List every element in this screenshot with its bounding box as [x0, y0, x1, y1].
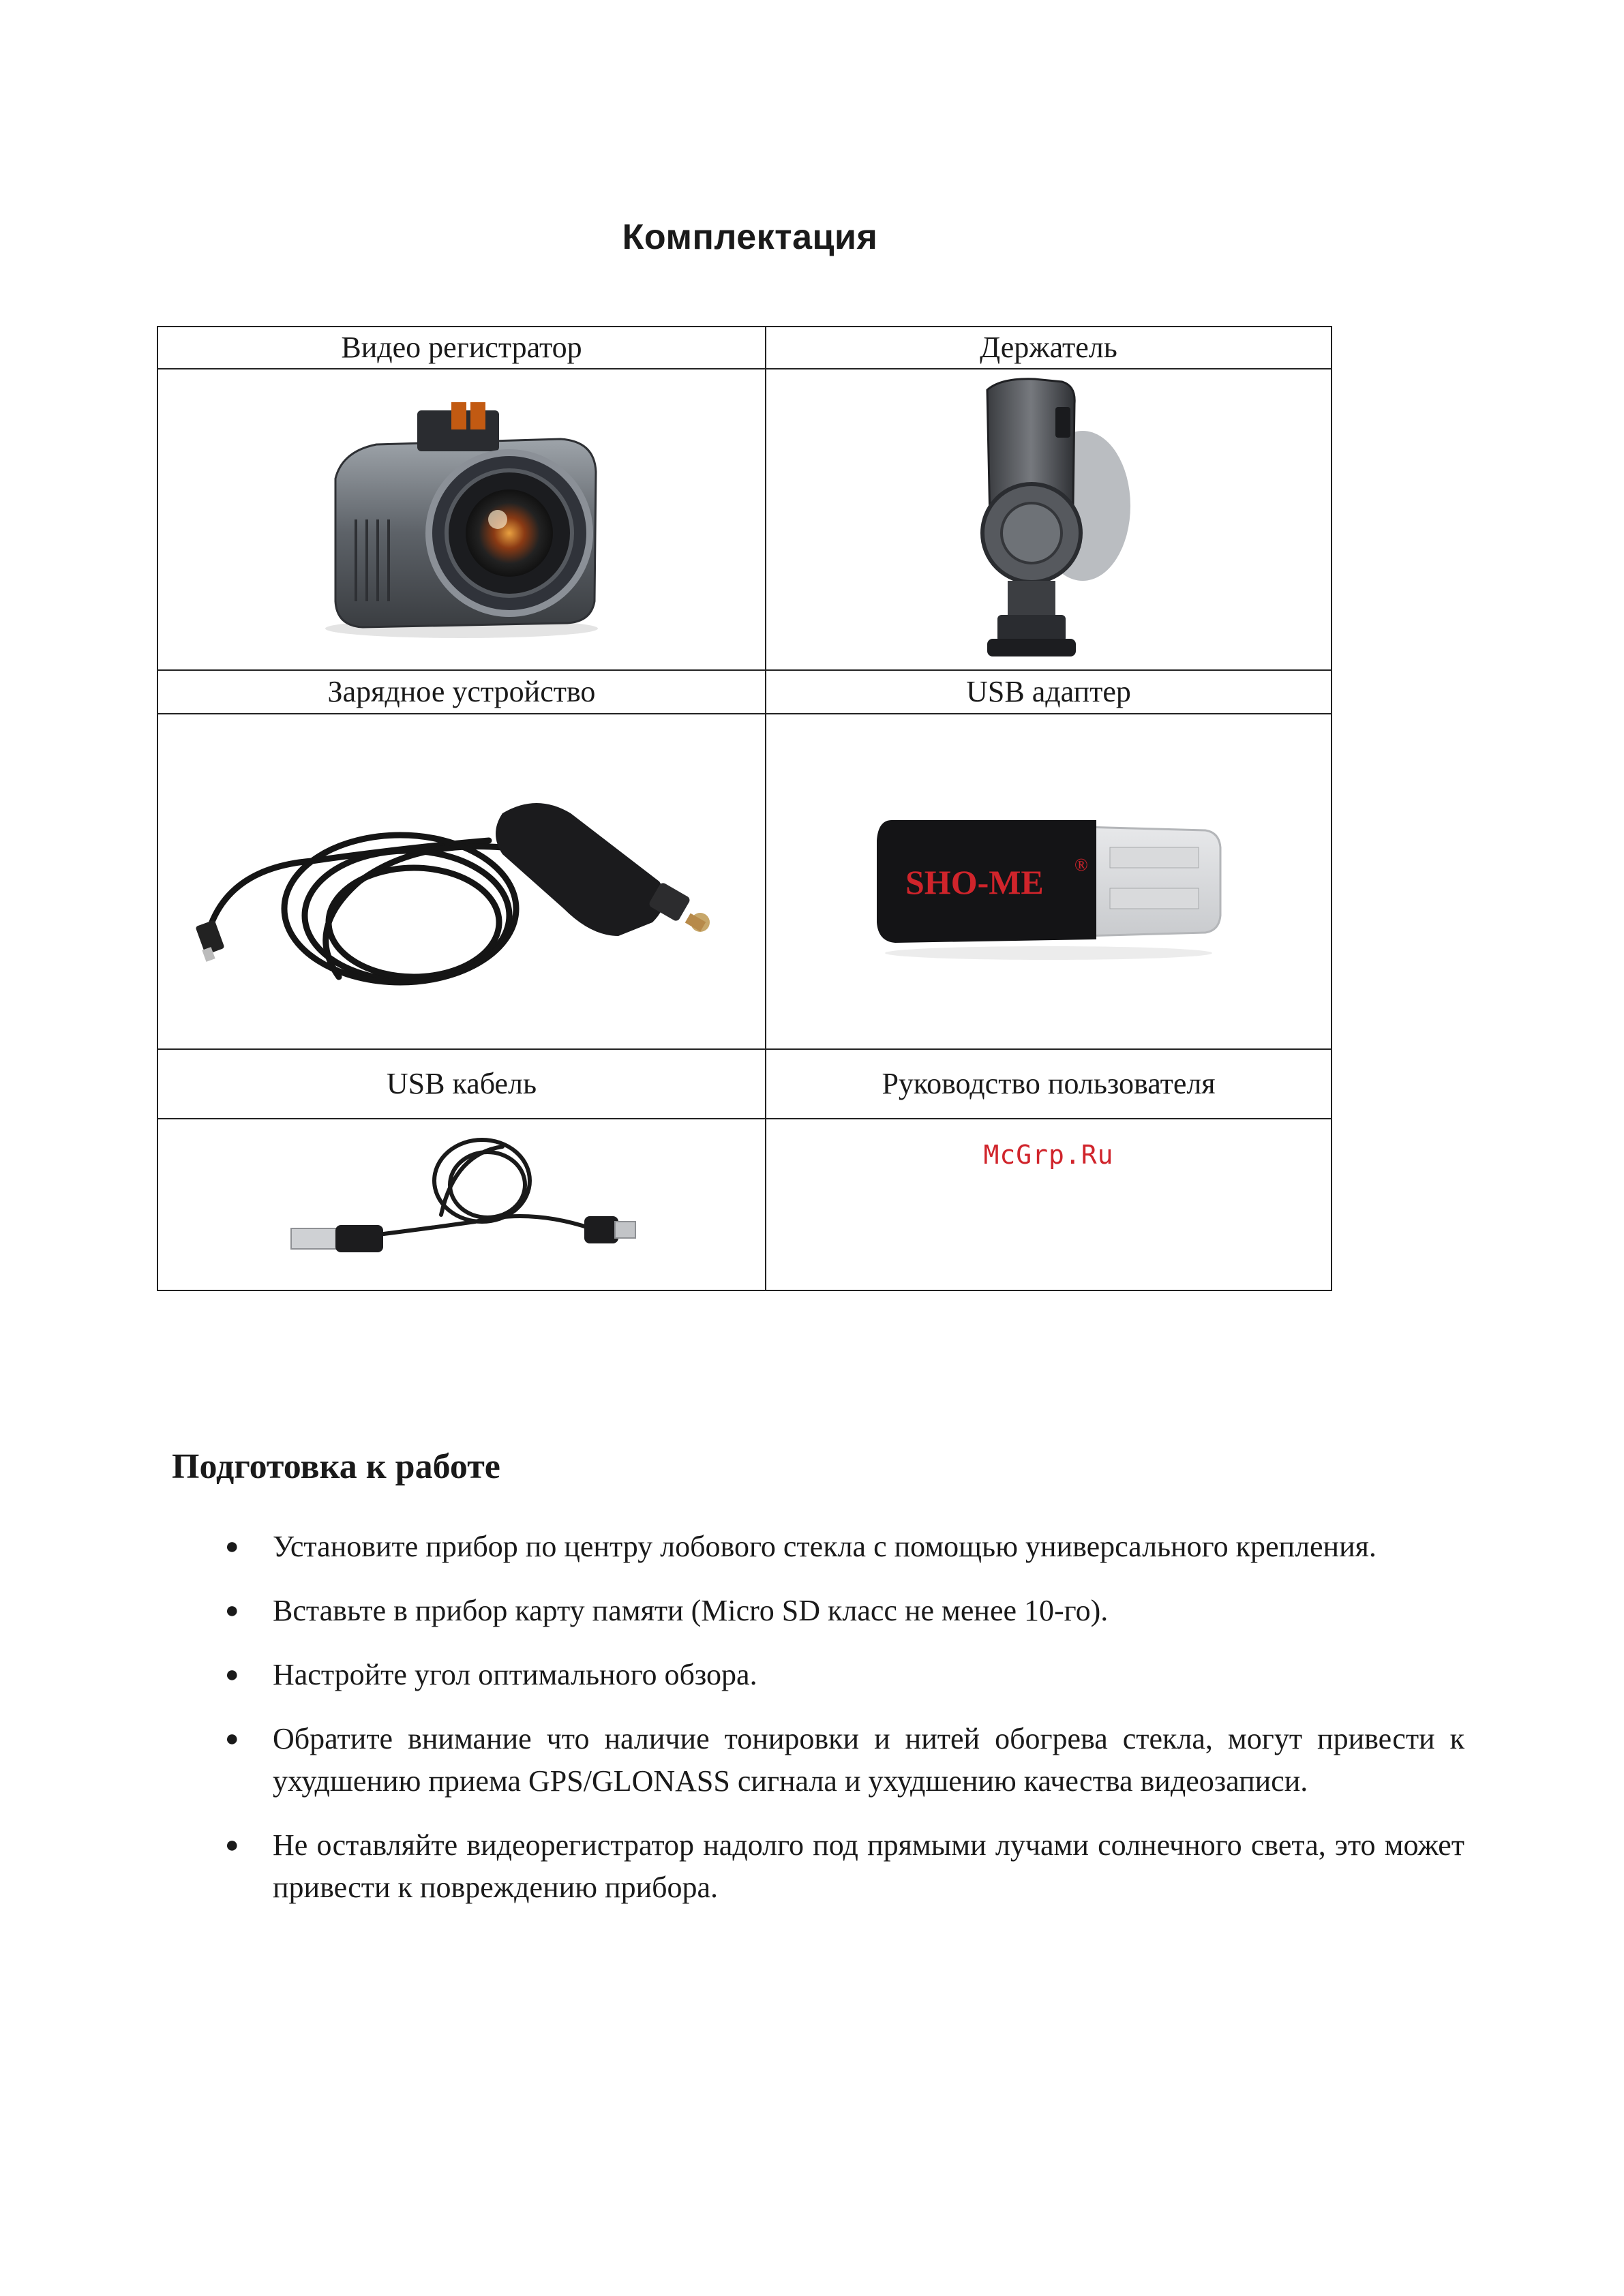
- table-row: [157, 714, 1332, 1049]
- section-title: Подготовка к работе: [172, 1447, 500, 1486]
- cell-image-user-manual: [766, 1119, 1332, 1290]
- cell-image-usb-cable: [157, 1119, 766, 1290]
- dashcam-image: [315, 397, 608, 642]
- list-item: ● Не оставляйте видеорегистратор надолго под прямыми лучами солнечного света, это может привести к повреждению прибора.: [225, 1824, 1464, 1909]
- page-title: Комплектация: [622, 217, 878, 257]
- list-item: ● Обратите внимание что наличие тонировки и нитей обогрева стекла, могут привести к ухудшению приема GPS/GLONASS сигнала и ухудшению качества видеозаписи.: [225, 1718, 1464, 1802]
- list-item: ● Установите прибор по центру лобового стекла с помощью универсального крепления.: [225, 1526, 1464, 1568]
- table-row: [157, 1049, 1332, 1119]
- bullet-icon: ●: [225, 1832, 239, 1858]
- cell-image-usb-adapter: [766, 714, 1332, 1049]
- cell-label-holder: Держатель: [766, 327, 1332, 369]
- table-row: [157, 369, 1332, 670]
- cell-image-dashcam: [157, 369, 766, 670]
- cell-label-usb-adapter: USB адаптер: [766, 670, 1332, 714]
- cell-image-holder: [766, 369, 1332, 670]
- usb-adapter-brand-mark: ®: [1074, 855, 1088, 875]
- cell-label-user-manual: Руководство пользователя: [766, 1049, 1332, 1119]
- bullet-icon: ●: [225, 1662, 239, 1687]
- usb-adapter-image: [864, 800, 1233, 963]
- holder-image: [960, 376, 1137, 663]
- preparation-list: [225, 1526, 1464, 1931]
- table-row: [157, 670, 1332, 714]
- watermark: McGrp.Ru: [983, 1140, 1114, 1170]
- usb-cable-image: [271, 1126, 652, 1283]
- bullet-icon: ●: [225, 1598, 239, 1623]
- bullet-icon: ●: [225, 1534, 239, 1559]
- table-row: [157, 327, 1332, 369]
- usb-adapter-brand-label: SHO-ME: [905, 863, 1044, 901]
- list-item: ● Вставьте в прибор карту памяти (Micro SD класс не менее 10-го).: [225, 1590, 1464, 1632]
- car-charger-image: [182, 766, 741, 997]
- cell-label-dashcam: Видео регистратор: [157, 327, 766, 369]
- cell-label-usb-cable: USB кабель: [157, 1049, 766, 1119]
- cell-label-charger: Зарядное устройство: [157, 670, 766, 714]
- bullet-icon: ●: [225, 1726, 239, 1751]
- table-row: [157, 1119, 1332, 1290]
- cell-image-charger: [157, 714, 766, 1049]
- list-item: ● Настройте угол оптимального обзора.: [225, 1654, 1464, 1696]
- package-contents-table: [157, 326, 1332, 1291]
